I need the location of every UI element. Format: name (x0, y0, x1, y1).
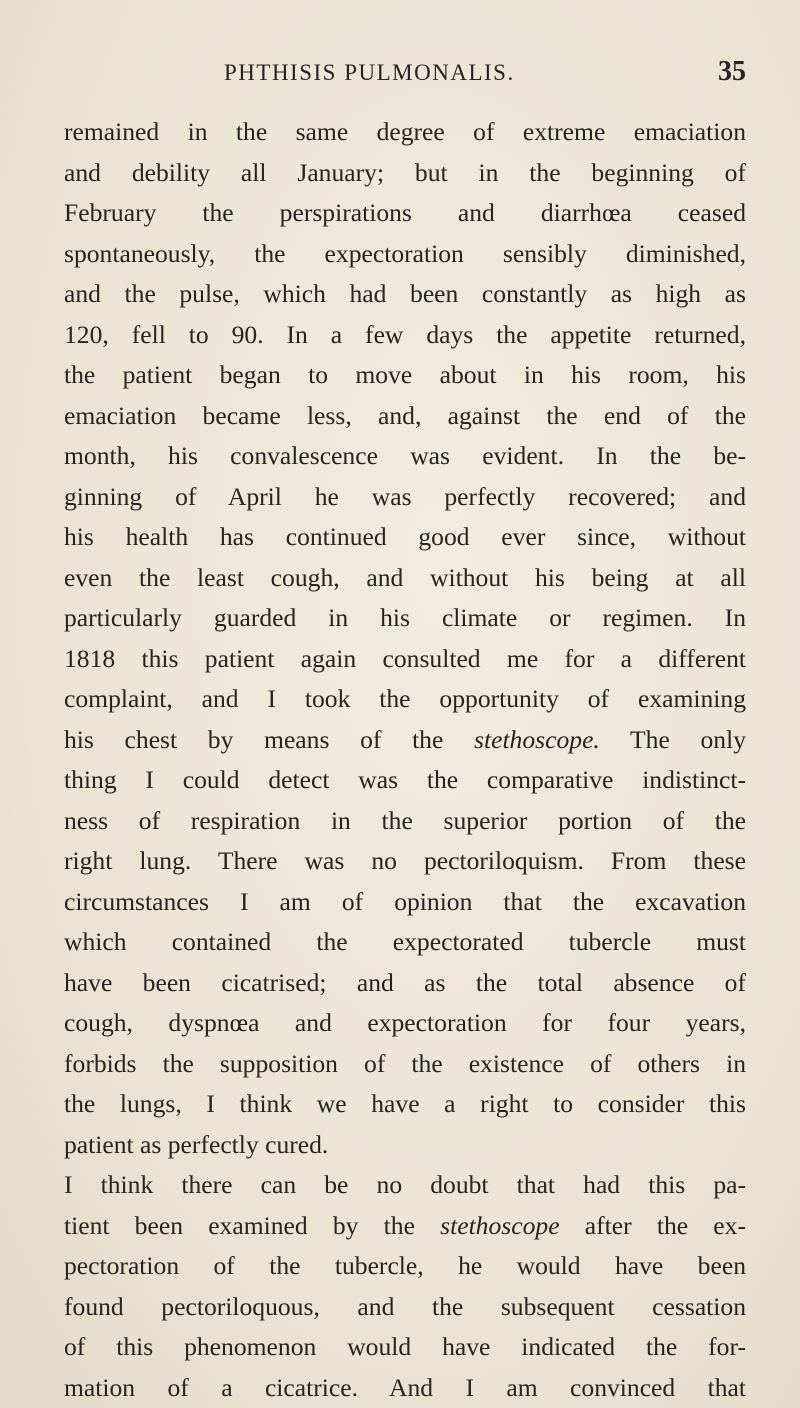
text-line: ginning of April he was perfectly recovered; and (64, 481, 746, 511)
text-line: thing I could detect was the comparative indistinct- (64, 765, 746, 794)
text-line: particularly guarded in his climate or regimen. In (64, 603, 746, 632)
text-line: cough, dyspnœa and expectoration for four years, (64, 1008, 746, 1037)
text-line: remained in the same degree of extreme emaciation (64, 117, 746, 146)
text-line: right lung. There was no pectoriloquism. From these (64, 846, 746, 875)
italic-term: stethoscope (440, 1210, 560, 1240)
text-line: ness of respiration in the superior portion of the (64, 805, 746, 835)
text-line: found pectoriloquous, and the subsequent cessation (64, 1291, 746, 1321)
text-line: 1818 this patient again consulted me for a different (64, 643, 746, 673)
text-segment: after the ex- (559, 1210, 746, 1240)
page-number: 35 (718, 56, 746, 87)
body-text (64, 112, 746, 1408)
text-line: even the least cough, and without his being at all (64, 562, 746, 592)
text-line: the lungs, I think we have a right to consider this (64, 1089, 746, 1118)
text-line: month, his convalescence was evident. In the be- (64, 441, 746, 470)
text-line: his health has continued good ever since, without (64, 522, 746, 551)
text-line: 120, fell to 90. In a few days the appetite returned, (64, 319, 746, 349)
text-segment: his chest by means of the (64, 724, 475, 754)
text-line: spontaneously, the expectoration sensibly diminished, (64, 238, 746, 268)
text-line: and the pulse, which had been constantly as high as (64, 279, 746, 308)
text-line: which contained the expectorated tubercle must (64, 927, 746, 956)
running-head (196, 58, 746, 98)
text-line: I think there can be no doubt that had this pa- (64, 1170, 746, 1199)
text-line: mation of a cicatrice. And I am convinced that (64, 1372, 746, 1402)
italic-term: stethoscope. (474, 724, 600, 754)
text-line-with-italic (64, 1206, 746, 1247)
text-segment: tient been examined by the (64, 1210, 441, 1240)
text-line: the patient began to move about in his room, his (64, 360, 746, 389)
running-title: PHTHISIS PULMONALIS. (224, 60, 515, 85)
text-line: complaint, and I took the opportunity of examining (64, 684, 746, 713)
text-line: forbids the supposition of the existence of others in (64, 1048, 746, 1078)
text-line: emaciation became less, and, against the end of the (64, 400, 746, 430)
text-line: February the perspirations and diarrhœa ceased (64, 198, 746, 227)
text-line: have been cicatrised; and as the total absence of (64, 967, 746, 997)
text-segment: The only (599, 724, 746, 754)
text-line: patient as perfectly cured. (64, 1129, 329, 1159)
text-line: circumstances I am of opinion that the excavation (64, 886, 746, 916)
text-line-with-italic (64, 720, 746, 761)
text-line: of this phenomenon would have indicated the for- (64, 1332, 746, 1361)
text-line: pectoration of the tubercle, he would have been (64, 1251, 746, 1280)
text-line: and debility all January; but in the beginning of (64, 157, 746, 187)
